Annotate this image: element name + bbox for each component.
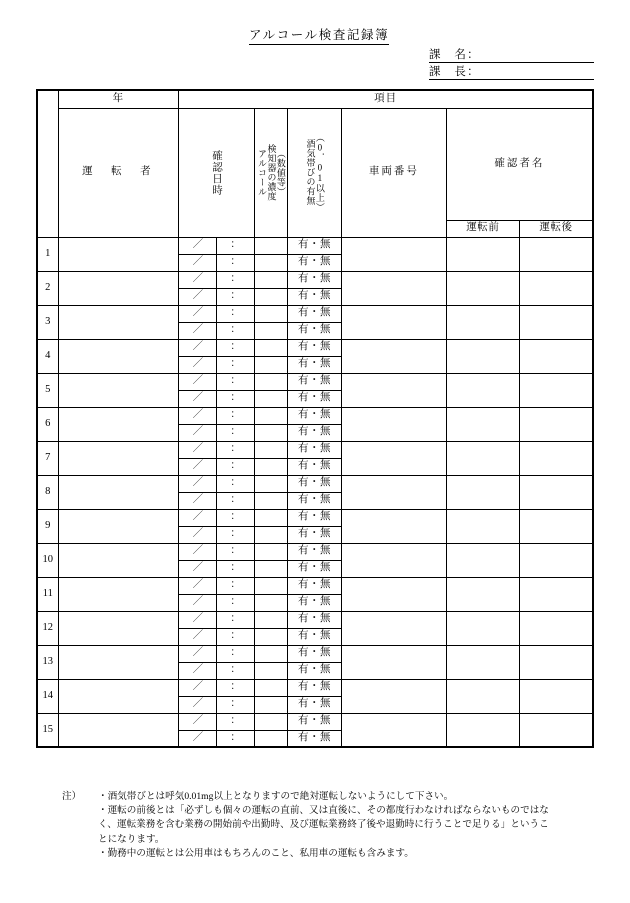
meta-row-section-chief bbox=[429, 65, 594, 80]
table-row bbox=[37, 713, 593, 730]
confirmer-before-cell[interactable] bbox=[446, 475, 519, 509]
header-cell-no bbox=[37, 90, 58, 237]
table-row bbox=[37, 509, 593, 526]
date-cell[interactable]: ／ bbox=[179, 254, 217, 271]
vehicle-number-cell[interactable] bbox=[342, 237, 447, 271]
drinking-status-cell[interactable]: 有・無 bbox=[287, 509, 341, 526]
driver-name-cell[interactable] bbox=[58, 407, 179, 441]
note-line: とになります。 bbox=[98, 833, 165, 845]
table-row bbox=[37, 611, 593, 628]
date-cell[interactable]: ／ bbox=[179, 322, 217, 339]
time-cell[interactable]: ： bbox=[217, 662, 254, 679]
header-cell-datetime: 確認日時 bbox=[179, 108, 254, 237]
vehicle-number-cell[interactable] bbox=[342, 713, 447, 747]
confirmer-before-cell[interactable] bbox=[446, 713, 519, 747]
time-cell[interactable]: ： bbox=[217, 356, 254, 373]
row-number-cell: 13 bbox=[37, 645, 58, 679]
concentration-cell[interactable] bbox=[254, 713, 287, 730]
confirmer-before-cell[interactable] bbox=[446, 543, 519, 577]
concentration-cell[interactable] bbox=[254, 390, 287, 407]
concentration-cell[interactable] bbox=[254, 730, 287, 747]
drinking-status-cell[interactable]: 有・無 bbox=[287, 356, 341, 373]
drinking-status-cell[interactable]: 有・無 bbox=[287, 696, 341, 713]
time-cell[interactable]: ： bbox=[217, 645, 254, 662]
date-cell[interactable]: ／ bbox=[179, 696, 217, 713]
time-cell[interactable]: ： bbox=[217, 543, 254, 560]
confirmer-before-cell[interactable] bbox=[446, 645, 519, 679]
confirmer-before-cell[interactable] bbox=[446, 305, 519, 339]
notes-label: 注） bbox=[62, 791, 82, 802]
table-row bbox=[37, 305, 593, 322]
drinking-status-cell[interactable]: 有・無 bbox=[287, 577, 341, 594]
confirmer-after-cell[interactable] bbox=[520, 543, 593, 577]
vehicle-number-cell[interactable] bbox=[342, 441, 447, 475]
date-cell[interactable]: ／ bbox=[179, 543, 217, 560]
time-cell[interactable]: ： bbox=[217, 373, 254, 390]
confirmer-after-cell[interactable] bbox=[520, 339, 593, 373]
time-cell[interactable]: ： bbox=[217, 509, 254, 526]
concentration-cell[interactable] bbox=[254, 679, 287, 696]
date-cell[interactable]: ／ bbox=[179, 611, 217, 628]
date-cell[interactable]: ／ bbox=[179, 407, 217, 424]
table-top-header-row bbox=[37, 90, 593, 108]
drinking-status-cell[interactable]: 有・無 bbox=[287, 237, 341, 254]
vehicle-number-cell[interactable] bbox=[342, 679, 447, 713]
driver-name-cell[interactable] bbox=[58, 475, 179, 509]
confirmer-before-cell[interactable] bbox=[446, 339, 519, 373]
drinking-status-cell[interactable]: 有・無 bbox=[287, 339, 341, 356]
concentration-cell[interactable] bbox=[254, 356, 287, 373]
drinking-status-cell[interactable]: 有・無 bbox=[287, 611, 341, 628]
concentration-cell[interactable] bbox=[254, 271, 287, 288]
drinking-status-cell[interactable]: 有・無 bbox=[287, 407, 341, 424]
alcohol-record-table bbox=[36, 89, 594, 748]
drinking-status-cell[interactable]: 有・無 bbox=[287, 254, 341, 271]
date-cell[interactable]: ／ bbox=[179, 390, 217, 407]
time-cell[interactable]: ： bbox=[217, 577, 254, 594]
confirmer-before-cell[interactable] bbox=[446, 407, 519, 441]
date-cell[interactable]: ／ bbox=[179, 560, 217, 577]
concentration-cell[interactable] bbox=[254, 407, 287, 424]
drinking-status-cell[interactable]: 有・無 bbox=[287, 560, 341, 577]
drinking-status-cell[interactable]: 有・無 bbox=[287, 662, 341, 679]
concentration-cell[interactable] bbox=[254, 322, 287, 339]
vehicle-number-cell[interactable] bbox=[342, 305, 447, 339]
header-cell-vehicle-number: 車両番号 bbox=[342, 108, 447, 237]
confirmer-after-cell[interactable] bbox=[520, 271, 593, 305]
table-row bbox=[37, 679, 593, 696]
table-row bbox=[37, 339, 593, 356]
concentration-cell[interactable] bbox=[254, 611, 287, 628]
date-cell[interactable]: ／ bbox=[179, 237, 217, 254]
date-cell[interactable]: ／ bbox=[179, 441, 217, 458]
concentration-cell[interactable] bbox=[254, 594, 287, 611]
concentration-cell[interactable] bbox=[254, 560, 287, 577]
concentration-cell[interactable] bbox=[254, 254, 287, 271]
row-number-cell: 1 bbox=[37, 237, 58, 271]
confirmer-after-cell[interactable] bbox=[520, 509, 593, 543]
drinking-status-cell[interactable]: 有・無 bbox=[287, 305, 341, 322]
concentration-cell[interactable] bbox=[254, 339, 287, 356]
confirmer-before-cell[interactable] bbox=[446, 611, 519, 645]
header-cell-confirmer-name: 確認者名 bbox=[446, 108, 593, 220]
row-number-cell: 7 bbox=[37, 441, 58, 475]
row-number-cell: 3 bbox=[37, 305, 58, 339]
time-cell[interactable]: ： bbox=[217, 526, 254, 543]
time-cell[interactable]: ： bbox=[217, 237, 254, 254]
vehicle-number-cell[interactable] bbox=[342, 271, 447, 305]
concentration-cell[interactable] bbox=[254, 509, 287, 526]
table-row bbox=[37, 271, 593, 288]
vehicle-number-cell[interactable] bbox=[342, 339, 447, 373]
time-cell[interactable]: ： bbox=[217, 730, 254, 747]
driver-name-cell[interactable] bbox=[58, 271, 179, 305]
date-cell[interactable]: ／ bbox=[179, 509, 217, 526]
date-cell[interactable]: ／ bbox=[179, 645, 217, 662]
concentration-cell[interactable] bbox=[254, 237, 287, 254]
time-cell[interactable]: ： bbox=[217, 560, 254, 577]
date-cell[interactable]: ／ bbox=[179, 730, 217, 747]
table-row bbox=[37, 373, 593, 390]
header-cell-items: 項目 bbox=[179, 90, 593, 108]
vehicle-number-cell[interactable] bbox=[342, 373, 447, 407]
driver-name-cell[interactable] bbox=[58, 339, 179, 373]
date-cell[interactable]: ／ bbox=[179, 339, 217, 356]
drinking-status-cell[interactable]: 有・無 bbox=[287, 441, 341, 458]
confirmer-before-cell[interactable] bbox=[446, 509, 519, 543]
concentration-cell[interactable] bbox=[254, 475, 287, 492]
driver-name-cell[interactable] bbox=[58, 577, 179, 611]
vehicle-number-cell[interactable] bbox=[342, 577, 447, 611]
vehicle-number-cell[interactable] bbox=[342, 407, 447, 441]
date-cell[interactable]: ／ bbox=[179, 492, 217, 509]
date-cell[interactable]: ／ bbox=[179, 526, 217, 543]
time-cell[interactable]: ： bbox=[217, 407, 254, 424]
time-cell[interactable]: ： bbox=[217, 322, 254, 339]
date-cell[interactable]: ／ bbox=[179, 305, 217, 322]
driver-name-cell[interactable] bbox=[58, 305, 179, 339]
concentration-cell[interactable] bbox=[254, 441, 287, 458]
time-cell[interactable]: ： bbox=[217, 475, 254, 492]
table-row bbox=[37, 543, 593, 560]
date-cell[interactable]: ／ bbox=[179, 271, 217, 288]
driver-name-cell[interactable] bbox=[58, 611, 179, 645]
confirmer-after-cell[interactable] bbox=[520, 475, 593, 509]
driver-name-cell[interactable] bbox=[58, 237, 179, 271]
time-cell[interactable]: ： bbox=[217, 305, 254, 322]
confirmer-after-cell[interactable] bbox=[520, 611, 593, 645]
header-cell-before-driving: 運転前 bbox=[446, 220, 519, 237]
drinking-status-cell[interactable]: 有・無 bbox=[287, 645, 341, 662]
drinking-status-cell[interactable]: 有・無 bbox=[287, 730, 341, 747]
time-cell[interactable]: ： bbox=[217, 713, 254, 730]
drinking-status-cell[interactable]: 有・無 bbox=[287, 594, 341, 611]
confirmer-after-cell[interactable] bbox=[520, 305, 593, 339]
time-cell[interactable]: ： bbox=[217, 441, 254, 458]
record-table-wrapper bbox=[36, 89, 594, 748]
time-cell[interactable]: ： bbox=[217, 424, 254, 441]
time-cell[interactable]: ： bbox=[217, 696, 254, 713]
time-cell[interactable]: ： bbox=[217, 492, 254, 509]
table-row bbox=[37, 407, 593, 424]
header-cell-alcohol-concentration: アルコール 検知器の濃度 （数値等） bbox=[254, 108, 287, 237]
time-cell[interactable]: ： bbox=[217, 628, 254, 645]
concentration-cell[interactable] bbox=[254, 424, 287, 441]
table-row bbox=[37, 475, 593, 492]
note-line: ・酒気帯びとは呼気0.01mg以上となりますので絶対運転しないようにして下さい。 bbox=[98, 791, 454, 802]
date-cell[interactable]: ／ bbox=[179, 662, 217, 679]
row-number-cell: 9 bbox=[37, 509, 58, 543]
drinking-status-cell[interactable]: 有・無 bbox=[287, 458, 341, 475]
driver-name-cell[interactable] bbox=[58, 713, 179, 747]
time-cell[interactable]: ： bbox=[217, 390, 254, 407]
date-cell[interactable]: ／ bbox=[179, 458, 217, 475]
row-number-cell: 12 bbox=[37, 611, 58, 645]
confirmer-after-cell[interactable] bbox=[520, 373, 593, 407]
header-cell-after-driving: 運転後 bbox=[520, 220, 593, 237]
drinking-status-cell[interactable]: 有・無 bbox=[287, 628, 341, 645]
drinking-status-cell[interactable]: 有・無 bbox=[287, 288, 341, 305]
confirmer-before-cell[interactable] bbox=[446, 441, 519, 475]
drinking-status-cell[interactable]: 有・無 bbox=[287, 713, 341, 730]
drinking-status-cell[interactable]: 有・無 bbox=[287, 424, 341, 441]
time-cell[interactable]: ： bbox=[217, 594, 254, 611]
date-cell[interactable]: ／ bbox=[179, 356, 217, 373]
confirmer-before-cell[interactable] bbox=[446, 271, 519, 305]
concentration-cell[interactable] bbox=[254, 543, 287, 560]
row-number-cell: 6 bbox=[37, 407, 58, 441]
driver-name-cell[interactable] bbox=[58, 679, 179, 713]
header-cell-year: 年 bbox=[58, 90, 179, 108]
concentration-cell[interactable] bbox=[254, 492, 287, 509]
confirmer-after-cell[interactable] bbox=[520, 645, 593, 679]
confirmer-before-cell[interactable] bbox=[446, 237, 519, 271]
notes-body bbox=[98, 790, 596, 861]
date-cell[interactable]: ／ bbox=[179, 713, 217, 730]
confirmer-after-cell[interactable] bbox=[520, 441, 593, 475]
header-cell-drinking-status: 酒気帯びの有無 （0．01以上） bbox=[287, 108, 341, 237]
driver-name-cell[interactable] bbox=[58, 543, 179, 577]
driver-name-cell[interactable] bbox=[58, 509, 179, 543]
date-cell[interactable]: ／ bbox=[179, 373, 217, 390]
row-number-cell: 4 bbox=[37, 339, 58, 373]
drinking-status-cell[interactable]: 有・無 bbox=[287, 373, 341, 390]
table-row bbox=[37, 441, 593, 458]
drinking-status-cell[interactable]: 有・無 bbox=[287, 390, 341, 407]
drinking-status-cell[interactable]: 有・無 bbox=[287, 475, 341, 492]
concentration-cell[interactable] bbox=[254, 577, 287, 594]
time-cell[interactable]: ： bbox=[217, 458, 254, 475]
date-cell[interactable]: ／ bbox=[179, 424, 217, 441]
row-number-cell: 10 bbox=[37, 543, 58, 577]
drinking-status-cell[interactable]: 有・無 bbox=[287, 322, 341, 339]
confirmer-after-cell[interactable] bbox=[520, 679, 593, 713]
vehicle-number-cell[interactable] bbox=[342, 543, 447, 577]
confirmer-after-cell[interactable] bbox=[520, 713, 593, 747]
confirmer-after-cell[interactable] bbox=[520, 237, 593, 271]
vehicle-number-cell[interactable] bbox=[342, 645, 447, 679]
row-number-cell: 15 bbox=[37, 713, 58, 747]
concentration-cell[interactable] bbox=[254, 458, 287, 475]
vehicle-number-cell[interactable] bbox=[342, 611, 447, 645]
drinking-status-cell[interactable]: 有・無 bbox=[287, 271, 341, 288]
page-title: アルコール検査記録簿 bbox=[249, 28, 389, 45]
drinking-status-cell[interactable]: 有・無 bbox=[287, 679, 341, 696]
date-cell[interactable]: ／ bbox=[179, 475, 217, 492]
title-area bbox=[0, 0, 630, 78]
concentration-cell[interactable] bbox=[254, 645, 287, 662]
confirmer-after-cell[interactable] bbox=[520, 577, 593, 611]
row-number-cell: 5 bbox=[37, 373, 58, 407]
row-number-cell: 11 bbox=[37, 577, 58, 611]
time-cell[interactable]: ： bbox=[217, 288, 254, 305]
vehicle-number-cell[interactable] bbox=[342, 509, 447, 543]
driver-name-cell[interactable] bbox=[58, 373, 179, 407]
driver-name-cell[interactable] bbox=[58, 645, 179, 679]
table-main-header-row bbox=[37, 108, 593, 220]
confirmer-before-cell[interactable] bbox=[446, 679, 519, 713]
concentration-cell[interactable] bbox=[254, 628, 287, 645]
concentration-cell[interactable] bbox=[254, 288, 287, 305]
time-cell[interactable]: ： bbox=[217, 254, 254, 271]
drinking-status-cell[interactable]: 有・無 bbox=[287, 526, 341, 543]
date-cell[interactable]: ／ bbox=[179, 628, 217, 645]
header-cell-driver: 運 転 者 bbox=[58, 108, 179, 237]
row-number-cell: 2 bbox=[37, 271, 58, 305]
row-number-cell: 8 bbox=[37, 475, 58, 509]
note-line: ・運転の前後とは「必ずしも個々の運転の直前、又は直後に、その都度行わなければならないものではな bbox=[98, 805, 549, 817]
vehicle-number-cell[interactable] bbox=[342, 475, 447, 509]
drinking-status-cell[interactable]: 有・無 bbox=[287, 543, 341, 560]
date-cell[interactable]: ／ bbox=[179, 288, 217, 305]
section-chief-label: 課 長： bbox=[429, 66, 480, 78]
time-cell[interactable]: ： bbox=[217, 679, 254, 696]
table-row bbox=[37, 645, 593, 662]
concentration-cell[interactable] bbox=[254, 305, 287, 322]
note-line: く、運転業務を含む業務の開始前や出勤時、及び運転業務終了後や退勤時に行うことで足りる」というこ bbox=[98, 819, 549, 831]
table-row bbox=[37, 237, 593, 254]
date-cell[interactable]: ／ bbox=[179, 594, 217, 611]
date-cell[interactable]: ／ bbox=[179, 679, 217, 696]
driver-name-cell[interactable] bbox=[58, 441, 179, 475]
concentration-cell[interactable] bbox=[254, 526, 287, 543]
confirmer-before-cell[interactable] bbox=[446, 577, 519, 611]
concentration-cell[interactable] bbox=[254, 696, 287, 713]
note-line: ・勤務中の運転とは公用車はもちろんのこと、私用車の運転も含みます。 bbox=[98, 847, 414, 859]
meta-row-section-name bbox=[429, 48, 594, 63]
meta-fields bbox=[429, 48, 594, 82]
time-cell[interactable]: ： bbox=[217, 271, 254, 288]
time-cell[interactable]: ： bbox=[217, 339, 254, 356]
confirmer-after-cell[interactable] bbox=[520, 407, 593, 441]
notes-block bbox=[36, 790, 596, 861]
drinking-status-cell[interactable]: 有・無 bbox=[287, 492, 341, 509]
concentration-cell[interactable] bbox=[254, 373, 287, 390]
section-name-label: 課 名： bbox=[429, 49, 480, 61]
time-cell[interactable]: ： bbox=[217, 611, 254, 628]
concentration-cell[interactable] bbox=[254, 662, 287, 679]
date-cell[interactable]: ／ bbox=[179, 577, 217, 594]
confirmer-before-cell[interactable] bbox=[446, 373, 519, 407]
table-row bbox=[37, 577, 593, 594]
row-number-cell: 14 bbox=[37, 679, 58, 713]
